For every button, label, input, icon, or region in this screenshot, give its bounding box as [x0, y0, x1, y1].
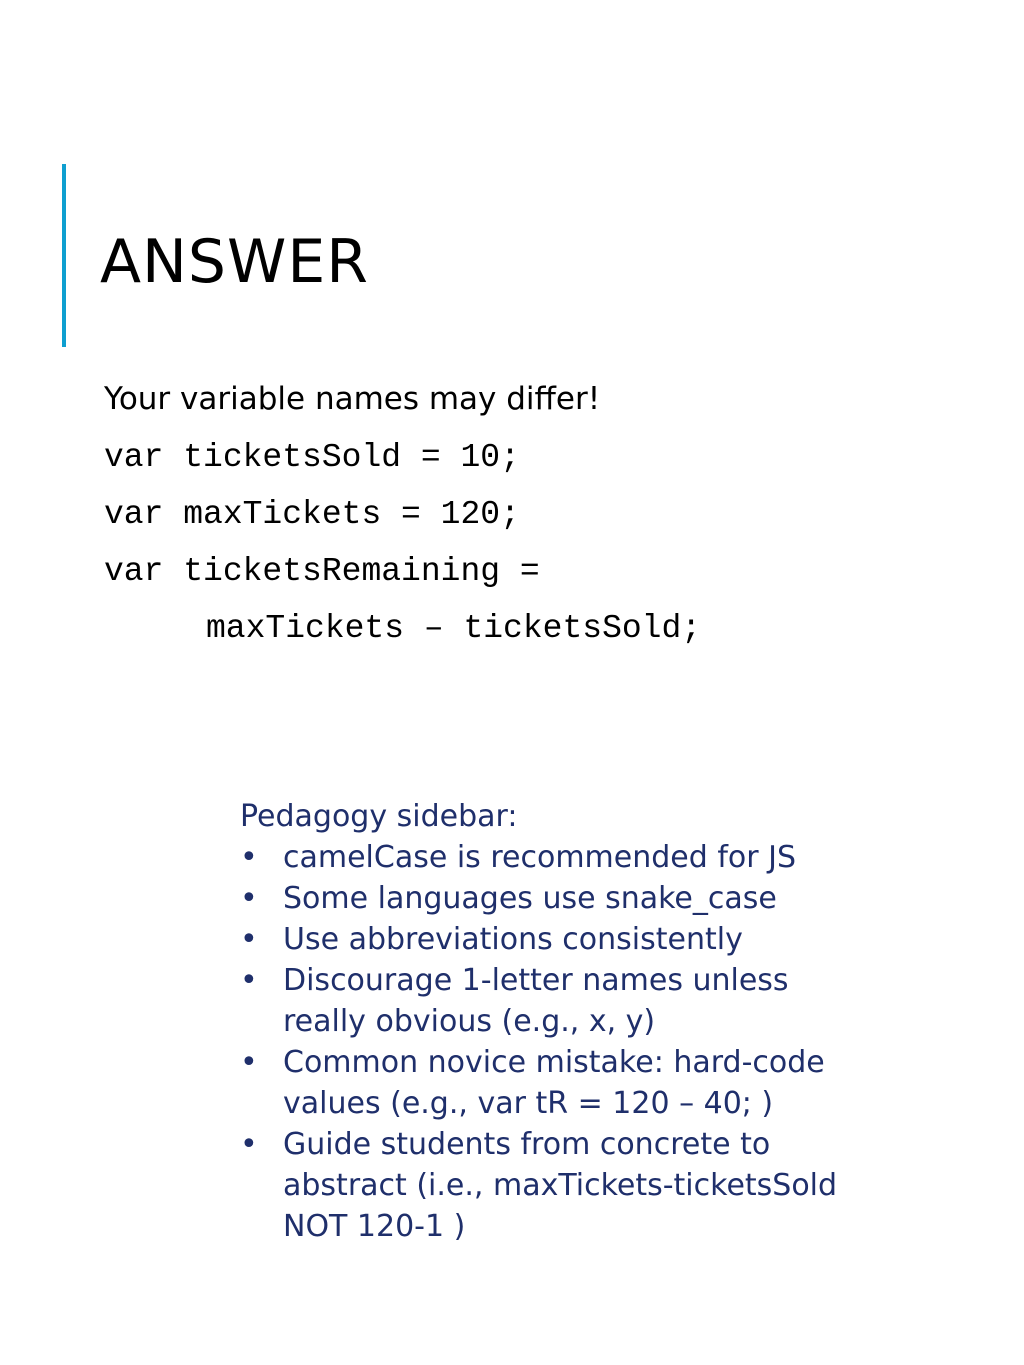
- list-item: [240, 960, 880, 1042]
- list-item-text: Discourage 1-letter names unless really obvious (e.g., x, y): [283, 963, 789, 1039]
- code-line: var maxTickets = 120;: [104, 496, 520, 533]
- pedagogy-sidebar: [240, 796, 880, 1247]
- sidebar-heading: Pedagogy sidebar:: [240, 799, 518, 834]
- list-item: [240, 837, 880, 878]
- bullet-icon: •: [240, 1127, 258, 1162]
- list-item: [240, 1124, 880, 1247]
- list-item-text: Some languages use snake_case: [283, 881, 777, 916]
- bullet-icon: •: [240, 1045, 258, 1080]
- list-item: [240, 919, 880, 960]
- code-block: [104, 437, 701, 665]
- list-item: [240, 1042, 880, 1124]
- list-item-text: camelCase is recommended for JS: [283, 840, 797, 875]
- bullet-icon: •: [240, 922, 258, 957]
- code-line: maxTickets – ticketsSold;: [206, 610, 702, 647]
- bullet-icon: •: [240, 840, 258, 875]
- list-item-text: Use abbreviations consistently: [283, 922, 743, 957]
- title-accent-bar: [62, 164, 66, 347]
- slide-title: ANSWER: [100, 227, 369, 297]
- list-item-text: Common novice mistake: hard-code values (e.g., var tR = 120 – 40; ): [283, 1045, 825, 1121]
- bullet-icon: •: [240, 963, 258, 998]
- bullet-icon: •: [240, 881, 258, 916]
- intro-text: Your variable names may differ!: [104, 381, 601, 417]
- list-item-text: Guide students from concrete to abstract (i.e., maxTickets-ticketsSold NOT 120-1 ): [283, 1127, 838, 1244]
- code-line: var ticketsRemaining =: [104, 553, 540, 590]
- sidebar-list: [240, 837, 880, 1247]
- list-item: [240, 878, 880, 919]
- code-line: var ticketsSold = 10;: [104, 439, 520, 476]
